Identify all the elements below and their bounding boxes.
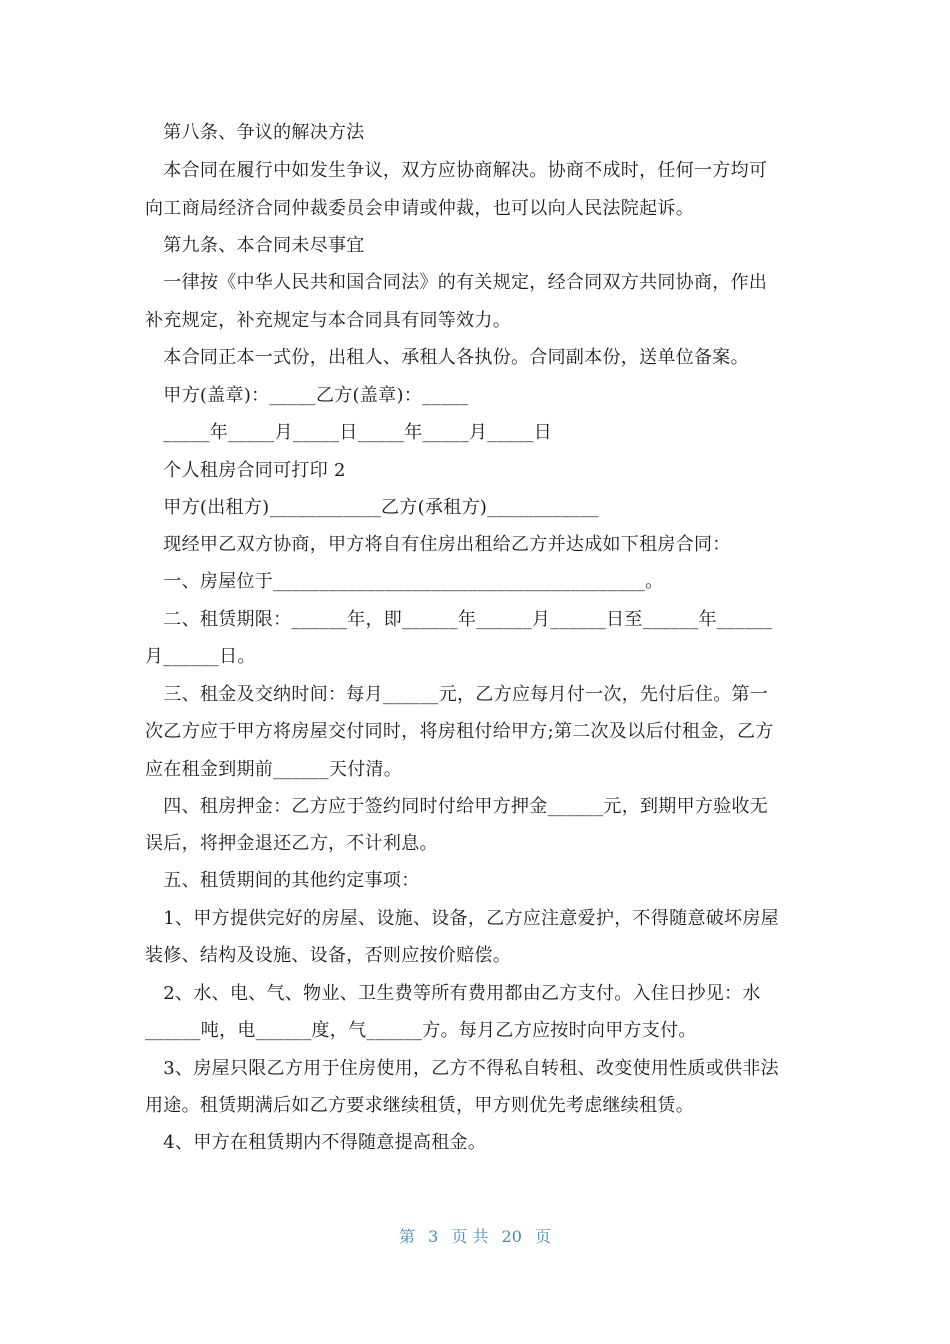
text-line: 用途。租赁期满后如乙方要求继续租赁，甲方则优先考虑继续租赁。 (145, 1095, 694, 1116)
footer-suffix: 页 (535, 1227, 552, 1246)
text-line: 次乙方应于甲方将房屋交付同时，将房租付给甲方;第二次及以后付租金，乙方 (145, 721, 774, 742)
text-line: 误后，将押金退还乙方，不计利息。 (145, 833, 438, 854)
footer-prefix: 第 (398, 1227, 415, 1246)
text-line: 本合同在履行中如发生争议，双方应协商解决。协商不成时，任何一方均可 (145, 160, 768, 181)
text-line: 四、租房押金：乙方应于签约同时付给甲方押金______元，到期甲方验收无 (145, 796, 769, 817)
text-line: 向工商局经济合同仲裁委员会申请或仲裁，也可以向人民法院起诉。 (145, 198, 694, 219)
text-line: 第八条、争议的解决方法 (145, 122, 365, 143)
text-line: 月______日。 (145, 646, 256, 667)
text-line: 甲方(盖章)：_____乙方(盖章)：_____ (145, 385, 469, 406)
text-line: 本合同正本一式份，出租人、承租人各执份。合同副本份，送单位备案。 (145, 347, 749, 368)
total-pages-number: 20 (501, 1227, 522, 1246)
text-line: 应在租金到期前______天付清。 (145, 759, 403, 780)
text-line: 4、甲方在租赁期内不得随意提高租金。 (145, 1132, 487, 1153)
text-line: 一、房屋位于________________________________________。 (145, 571, 664, 592)
text-line: 1、甲方提供完好的房屋、设施、设备，乙方应注意爱护，不得随意破坏房屋 (145, 908, 779, 929)
text-line: 装修、结构及设施、设备，否则应按价赔偿。 (145, 945, 511, 966)
text-line: 五、租赁期间的其他约定事项： (145, 870, 420, 891)
text-line: ______吨，电______度，气______方。每月乙方应按时向甲方支付。 (145, 1020, 697, 1041)
page-footer (0, 1226, 950, 1248)
text-line: 补充规定，补充规定与本合同具有同等效力。 (145, 310, 511, 331)
text-line: 3、房屋只限乙方用于住房使用，乙方不得私自转租、改变使用性质或供非法 (145, 1058, 779, 1079)
footer-middle: 页 共 (451, 1227, 489, 1246)
text-line: 第九条、本合同未尽事宜 (145, 235, 365, 256)
text-line: 二、租赁期限：______年，即______年______月______日至______年______ (145, 609, 773, 630)
text-line: 2、水、电、气、物业、卫生费等所有费用都由乙方支付。入住日抄见：水 (145, 983, 761, 1004)
text-line: 三、租金及交纳时间：每月______元，乙方应每月付一次，先付后住。第一 (145, 684, 769, 705)
text-line: 甲方(出租方)____________乙方(承租方)____________ (145, 497, 599, 518)
section-heading: 个人租房合同可打印 2 (145, 460, 346, 481)
text-line: 一律按《中华人民共和国合同法》的有关规定，经合同双方共同协商，作出 (145, 272, 768, 293)
text-line: 现经甲乙双方协商，甲方将自有住房出租给乙方并达成如下租房合同： (145, 534, 731, 555)
text-line: _____年_____月_____日_____年_____月_____日 (145, 422, 553, 443)
current-page-number: 3 (428, 1227, 439, 1246)
